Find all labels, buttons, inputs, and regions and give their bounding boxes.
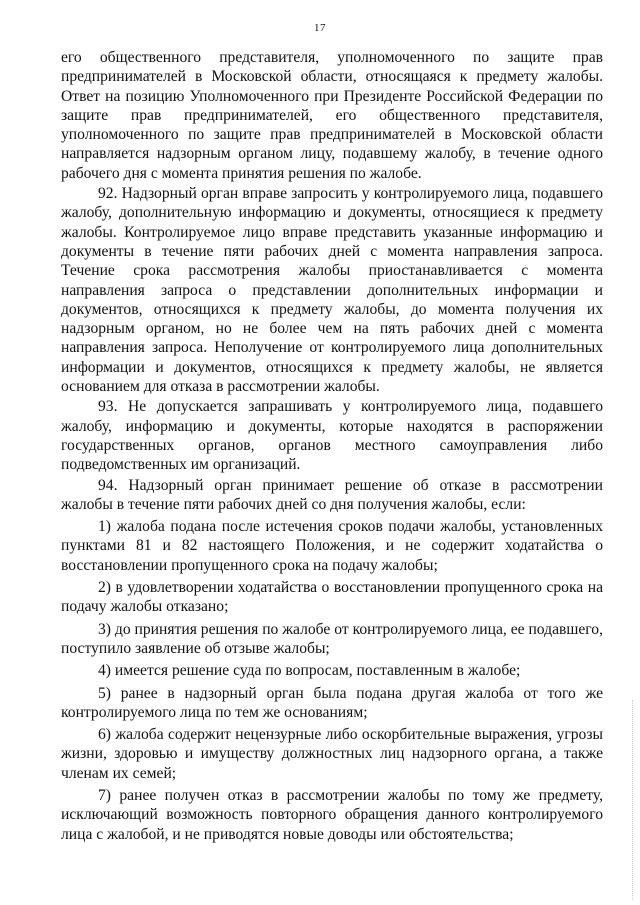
paragraph-92: 92. Надзорный орган вправе запросить у контролируемого лица, подавшего жалобу, дополнительную информацию и документы, относящиеся к предмету жалобы. Контролируемое лицо вправе представить указанные информацию и документы в течение пяти рабочих дней с момента направления запроса. Течение срока рассмотрения жалобы приостанавливается с момента направления запроса о представлении дополнительных информации и документов, относящихся к предмету жалобы, до момента получения их надзорным органом, но не более чем на пять рабочих дней с момента направления запроса. Неполучение от контролируемого лица дополнительных информации и документов, относящихся к предмету жалобы, не является основанием для отказа в рассмотрении жалобы.: [61, 185, 603, 396]
page-edge-divider: [632, 700, 634, 900]
paragraph-94: 94. Надзорный орган принимает решение об отказе в рассмотрении жалобы в течение пяти рабочих дней со дня получения жалобы, если:: [61, 476, 603, 513]
list-item-2: 2) в удовлетворении ходатайства о восстановлении пропущенного срока на подачу жалобы отказано;: [61, 579, 603, 616]
page-number: 17: [314, 22, 326, 34]
paragraph-93: 93. Не допускается запрашивать у контролируемого лица, подавшего жалобу, информацию и документы, которые находятся в распоряжении государственных органов, органов местного самоуправления либо подведомственных им организаций.: [61, 398, 603, 474]
list-item-7: 7) ранее получен отказ в рассмотрении жалобы по тому же предмету, исключающий возможность повторного обращения данного контролируемого лица с жалобой, и не приводятся новые доводы или обстоятельства;: [61, 786, 603, 843]
list-item-3: 3) до принятия решения по жалобе от контролируемого лица, ее подавшего, поступило заявление об отзыве жалобы;: [61, 620, 603, 657]
list-item-1: 1) жалоба подана после истечения сроков подачи жалобы, установленных пунктами 81 и 82 настоящего Положения, и не содержит ходатайства о восстановлении пропущенного срока на подачу жалобы;: [61, 518, 603, 574]
list-item-4: 4) имеется решение суда по вопросам, поставленным в жалобе;: [98, 662, 521, 680]
list-item-5: 5) ранее в надзорный орган была подана другая жалоба от того же контролируемого лица по тем же основаниям;: [61, 684, 603, 721]
document-body: [61, 48, 603, 844]
list-item-6: 6) жалоба содержит нецензурные либо оскорбительные выражения, угрозы жизни, здоровью и имуществу должностных лиц надзорного органа, а также членам их семей;: [61, 726, 603, 782]
paragraph-continuation: его общественного представителя, уполномоченного по защите прав предпринимателей в Московской области, относящаяся к предмету жалобы. Ответ на позицию Уполномоченного при Президенте Российской Федерации по защите прав предпринимателей, его общественного представителя, уполномоченного по защите прав предпринимателей в Московской области направляется надзорным органом лицу, подавшему жалобу, в течение одного рабочего дня с момента принятия решения по жалобе.: [61, 49, 603, 182]
